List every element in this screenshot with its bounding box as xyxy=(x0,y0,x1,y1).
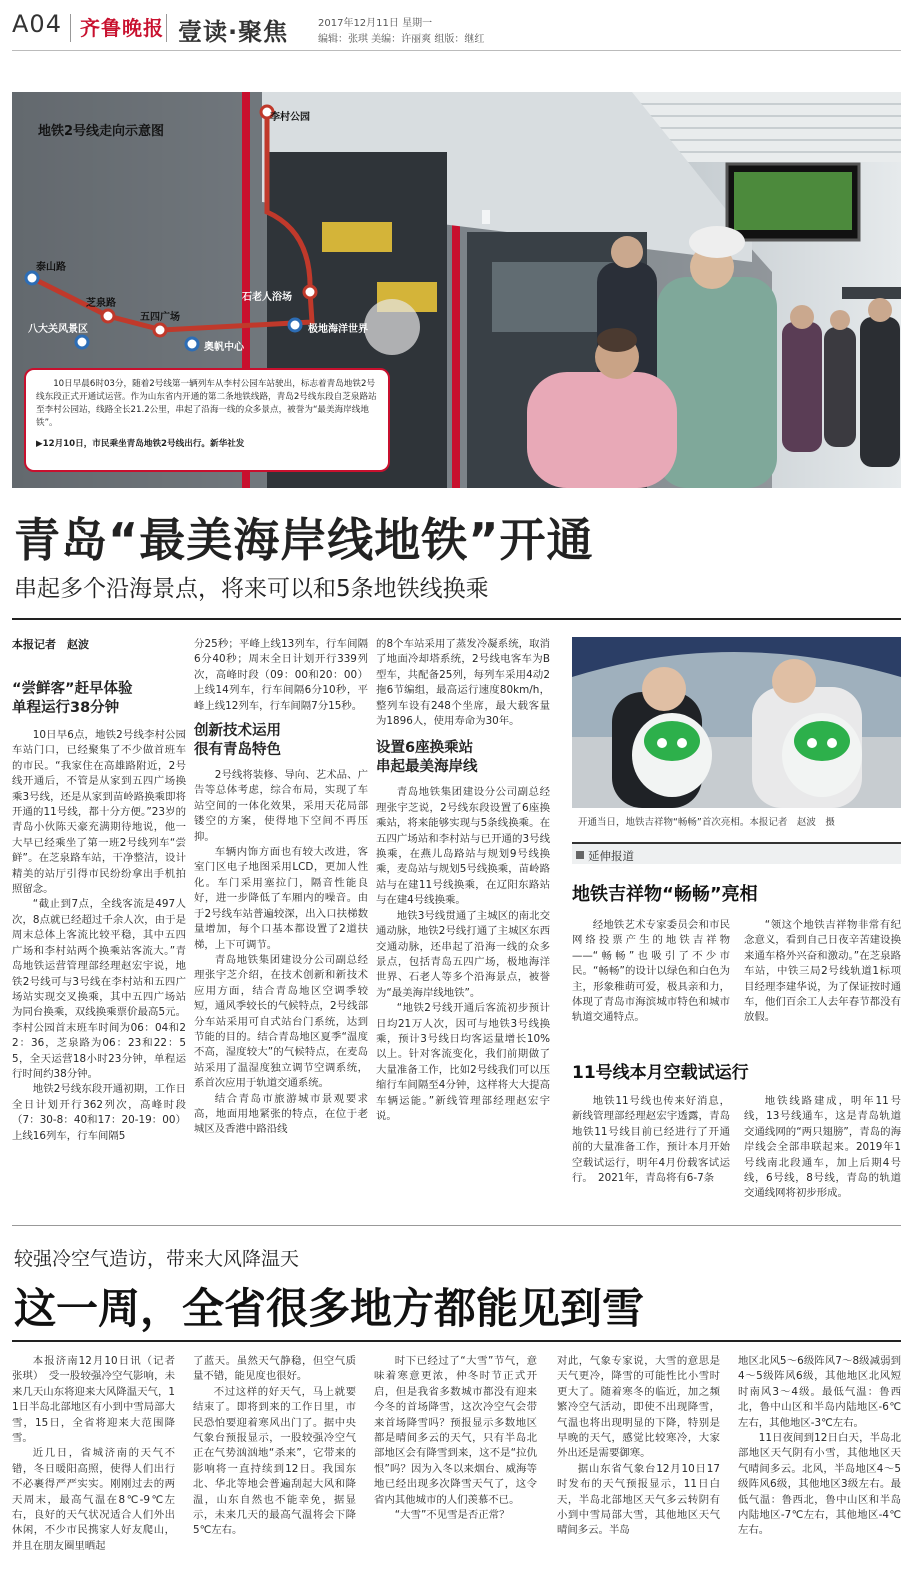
weather-column-5 xyxy=(738,1354,901,1539)
paragraph: 结合青岛市旅游城市景观要求高，地面用地紧张的特点，在位于老城区及香港中路沿线 xyxy=(194,1092,368,1136)
paragraph: 地铁2号线东段开通初期，工作日全日计划开行362列次，高峰时段（7：30-8：40和17：20-19：00）上线16列车，行车间隔5 xyxy=(12,1083,186,1142)
station-label: 李村公园 xyxy=(270,112,310,123)
line11-column-2 xyxy=(744,1094,901,1202)
subheading-line: “尝鲜客”赶早体验 xyxy=(12,681,133,697)
paragraph: 地铁3号线贯通了主城区的南北交通动脉，地铁2号线打通了主城区东西交通动脉，还串起了沿海一线的众多景点，包括青岛五四广场，极地海洋世界、石老人等多个沿海景点，被誉为“最美海岸线地铁”。 xyxy=(376,909,550,999)
paragraph: “地铁2号线开通后客流初步预计日均21万人次，因可与地铁3号线换乘，预计3号线日均客运量增长10%以上。针对客流变化，我们前期做了大量准备工作，比如2号线我们可以压缩行车间隔至4分钟，这样将大大提高车辆运能。”新线管理部经理赵宏宇说。 xyxy=(376,1002,550,1122)
section-divider xyxy=(12,1225,901,1226)
page-number: A04 xyxy=(12,10,62,38)
extend-banner xyxy=(572,842,901,864)
main-headline: 青岛“最美海岸线地铁”开通 xyxy=(14,513,594,567)
masthead xyxy=(0,0,920,50)
extend-label: 延伸报道 xyxy=(588,849,634,863)
paragraph: “领这个地铁吉祥物非常有纪念意义，看到自己日夜辛苦建设换来通车格外兴奋和激动。”在芝泉路车站，中铁三局2号线轨道1标项目经理李建华说，为了保证按时通车，他们百余工人去年春节都没有放假。 xyxy=(744,919,901,1024)
weather-column-2 xyxy=(193,1354,356,1539)
station-label: 芝泉路 xyxy=(86,298,116,309)
station-label: 五四广场 xyxy=(140,312,180,323)
paragraph: 10日早6点，地铁2号线李村公园车站门口，已经聚集了不少做首班车的市民。“我家住在高雄路附近，2号线开通后，不管是从家到五四广场换乘3号线，还是从家到苗岭路换乘即将开通的11号线，都十分方便。”23岁的青岛小伙陈天豪充满期待地说，他一大早已经乘坐了第一班2号线列车“尝鲜”。在芝泉路车站，干净整洁，设计精美的站厅引得市民纷纷拿出手机拍照留念。 xyxy=(12,729,186,896)
paragraph: “大雪”不见雪是否正常？ xyxy=(394,1509,510,1522)
weather-column-3 xyxy=(374,1354,537,1523)
paragraph: 地铁11号线也传来好消息，新线管理部经理赵宏宇透露，青岛地铁11号线目前已经进行了开通前的大量准备工作，预计本月开始空载试运行，明年4月份载客试运行。 2021年，青岛将有6-7条 xyxy=(572,1095,730,1185)
subheading-line: 创新技术运用 xyxy=(194,723,281,740)
article-column-3 xyxy=(376,637,550,1124)
photo-credit: ▶12月10日，市民乘坐青岛地铁2号线出行。新华社发 xyxy=(36,439,245,449)
paragraph: 青岛地铁集团建设分公司副总经理张宇芝说，2号线东段设置了6座换乘站，将来能够实现与5条线换乘。在五四广场站和李村站与已开通的3号线换乘，在燕儿岛路站与规划9号线换乘，麦岛站与规划5号线换乘，苗岭路站与在建11号线换乘，在辽阳东路站与在建4号线换乘。 xyxy=(376,786,550,907)
paragraph: 地区北风5～6级阵风7～8级减弱到4～5级阵风6级，其他地区北风短时南风3～4级。最低气温：鲁西北，鲁中山区和半岛内陆地区-6℃左右，其他地区-3℃左右。 xyxy=(738,1355,901,1429)
map-title: 地铁2号线走向示意图 xyxy=(38,124,165,139)
main-subheadline: 串起多个沿海景点，将来可以和5条地铁线换乘 xyxy=(14,576,489,602)
byline: 本报记者 赵波 xyxy=(12,638,89,651)
paragraph: 地铁线路建成，明年11号线，13号线通车，这是青岛轨道交通线网的“两只翅膀”，青岛的海岸线会全部串联起来。2019年1号线南北段通车，加上后期4号线，6号线，8号线，青岛的轨道交通线网将初步形成。 xyxy=(744,1095,901,1200)
paragraph: 的8个车站采用了蒸发冷凝系统，取消了地面冷却塔系统，2号线电客车为B型车，共配备25列，每列车采用4动2拖6节编组，最高运行速度80km/h，整列车设有248个坐席，最大载客量为1896人，使用寿命为30年。 xyxy=(376,638,550,728)
photo-caption-box xyxy=(24,368,390,472)
divider xyxy=(70,14,71,42)
editor-credits: 编辑：张琪 美编：许丽爽 组版：继红 xyxy=(318,34,485,45)
mascot-column-1 xyxy=(572,918,730,1026)
subheading-line: 很有青岛特色 xyxy=(194,742,281,759)
article-column-2 xyxy=(194,637,368,1138)
square-icon xyxy=(576,851,584,859)
subheading-line: 单程运行38分钟 xyxy=(12,700,120,716)
mascot-photo xyxy=(572,637,901,808)
section-rule xyxy=(12,618,901,620)
station-label: 石老人浴场 xyxy=(242,292,292,303)
station-label: 八大关风景区 xyxy=(28,324,88,335)
paragraph: 2号线将装修、导向、艺术品、广告等总体考虑，综合布局，实现了车站空间的一体化效果，采用天花局部镂空的方案，使得地下空间不再压抑。 xyxy=(194,769,368,843)
paragraph: 近几日，省城济南的天气不错，冬日暖阳高照，使得人们出行不必裹得严严实实。刚刚过去的两天周末，最高气温在8℃-9℃左右，良好的天气状况适合人们外出休闲，不少市民携家人好友爬山，并且在朋友圈里晒起 xyxy=(12,1447,175,1552)
paragraph: 青岛地铁集团建设分公司副总经理张宇芝介绍，在技术创新和新技术应用方面，结合青岛地区空调季较短，通风季较长的气候特点，2号线部分车站采用可自式站台门系统，达到节能的目的。结合青岛地区夏季“温度不高，湿度较大”的气候特点，在麦岛站采用了温湿度独立调节空调系统，系首次应用于轨道交通系统。 xyxy=(194,953,368,1090)
newspaper-logo: 齐鲁晚报 xyxy=(80,16,164,40)
subheading xyxy=(376,739,550,777)
paragraph: 不过这样的好天气，马上就要结束了。即将到来的工作日里，市民恐怕要迎着寒风出门了。据中央气象台预报显示，一股较强冷空气正在气势汹汹地“杀来”，它带来的影响将一直持续到12日。我国东北、华北等地会普遍刮起大风和降温，山东自然也不能幸免，据显示，未来几天的最高气温将会下降5℃左右。 xyxy=(193,1385,356,1537)
line11-title: 11号线本月空载试运行 xyxy=(572,1063,749,1083)
paragraph: “截止到7点，全线客流是497人次，8点就已经超过千余人次，由于是周末总体上客流比较平稳，其中五四广场和李村站两个换乘站客流大。”青岛地铁运营管理部经理赵宏宇说，地铁2号线可与3号线在李村站和五四广场站实现交叉换乘，其中五四广场站为同台换乘，双线换乘票价最高5元。李村公园首末班车时间为06：04和22：36，芝泉路为06：23和22：55，全天运营18小时23分钟，单程运行时间约38分钟。 xyxy=(12,898,186,1080)
subheading xyxy=(194,722,368,760)
paragraph: 本报济南12月10日讯（记者 张琪） 受一股较强冷空气影响，未来几天山东将迎来大风降温天气，11日半岛北部地区有小到中雪局部大雪，15日，全省将迎来大范围降雪。 xyxy=(12,1355,186,1445)
paragraph: 车辆内饰方面也有较大改进，客室门区电子地图采用LCD，更加人性化。车门采用塞拉门，隔音性能良好，进一步降低了车厢内的噪音。由于2号线车站普遍较深，出入口扶梯数量增加，每个口基本都设置了2道扶梯，上下可调节。 xyxy=(194,846,368,951)
article-column-1 xyxy=(12,680,186,1144)
subheading-line: 设置6座换乘站 xyxy=(376,740,474,757)
paragraph: 时下已经过了“大雪”节气，意味着寒意更浓，仲冬时节正式开启，但是我省多数城市都没有迎来今冬的首场降雪，这次冷空气会带来首场降雪吗？预报显示多数地区都是晴间多云的天气，只有半岛北部地区会有降雪到来，这不是“拉仇恨”吗？因为入冬以来烟台、威海等地已经出现多次降雪天气了，这令省内其他城市的人们羡慕不已。 xyxy=(374,1355,537,1506)
weather-kicker: 较强冷空气造访，带来大风降温天 xyxy=(14,1248,300,1270)
weather-headline: 这一周，全省很多地方都能见到雪 xyxy=(14,1284,645,1333)
paragraph: 了蓝天。虽然天气静稳，但空气质量不错，能见度也很好。 xyxy=(193,1355,356,1383)
mascot-caption: 开通当日，地铁吉祥物“畅畅”首次亮相。本报记者 赵波 摄 xyxy=(578,817,835,828)
mascot-title: 地铁吉祥物“畅畅”亮相 xyxy=(572,884,758,905)
station-label: 泰山路 xyxy=(36,262,66,273)
line11-column-1 xyxy=(572,1094,730,1186)
masthead-rule xyxy=(12,50,901,51)
paragraph: 据山东省气象台12月10日17时发布的天气预报显示，11日白天，半岛北部地区天气多云转阴有小到中雪局部大雪，其他地区天气晴间多云。半岛 xyxy=(557,1462,720,1537)
paragraph: 对此，气象专家说，大雪的意思是天气更冷，降雪的可能性比小雪时更大了。随着寒冬的临近，加之频繁冷空气活动，即使不出现降雪，气温也将出现明显的下降，特别是早晚的天气，感觉比较寒冷，大家外出还是需要御寒。 xyxy=(557,1355,720,1460)
weather-column-4 xyxy=(557,1354,720,1539)
divider xyxy=(166,14,167,42)
section-rule xyxy=(12,1340,901,1342)
issue-date: 2017年12月11日 星期一 xyxy=(318,18,433,29)
station-label: 奥帆中心 xyxy=(204,342,244,353)
subway-photo xyxy=(12,92,901,488)
mascot-scene-illustration xyxy=(572,637,901,808)
weather-column-1 xyxy=(12,1354,186,1554)
section-title: 壹读·聚焦 xyxy=(178,18,289,46)
subheading xyxy=(12,680,186,718)
station-label: 极地海洋世界 xyxy=(308,324,368,335)
subheading-line: 串起最美海岸线 xyxy=(376,759,478,776)
paragraph: 分25秒；平峰上线13列车，行车间隔6分40秒；周末全日计划开行339列次，高峰时段（09：00和20：00）上线14列车，行车间隔6分10秒，平峰上线12列车，行车间隔7分15秒。 xyxy=(194,638,368,712)
paragraph: 11日夜间到12日白天，半岛北部地区天气阴有小雪，其他地区天气晴间多云。北风，半岛地区4～5级阵风6级，其他地区3级左右。最低气温：鲁西北，鲁中山区和半岛内陆地区-7℃左右，其他地区-4℃左右。 xyxy=(738,1432,901,1537)
mascot-column-2 xyxy=(744,918,901,1026)
paragraph: 经地铁艺术专家委员会和市民网络投票产生的地铁吉祥物——“畅畅”也吸引了不少市民。“畅畅”的设计以绿色和白色为主，形象稚萌可爱，极具亲和力，体现了青岛市海滨城市特色和城市轨道交通特点。 xyxy=(572,919,730,1024)
photo-caption: 10日早晨6时03分，随着2号线第一辆列车从李村公园车站驶出，标志着青岛地铁2号线东段正式开通试运营。作为山东省内开通的第二条地铁线路，青岛2号线东段自芝泉路站至李村公园站，线路全长21.2公里，串起了沿海一线的众多景点，被誉为“最美海岸线地铁”。 xyxy=(36,379,377,428)
